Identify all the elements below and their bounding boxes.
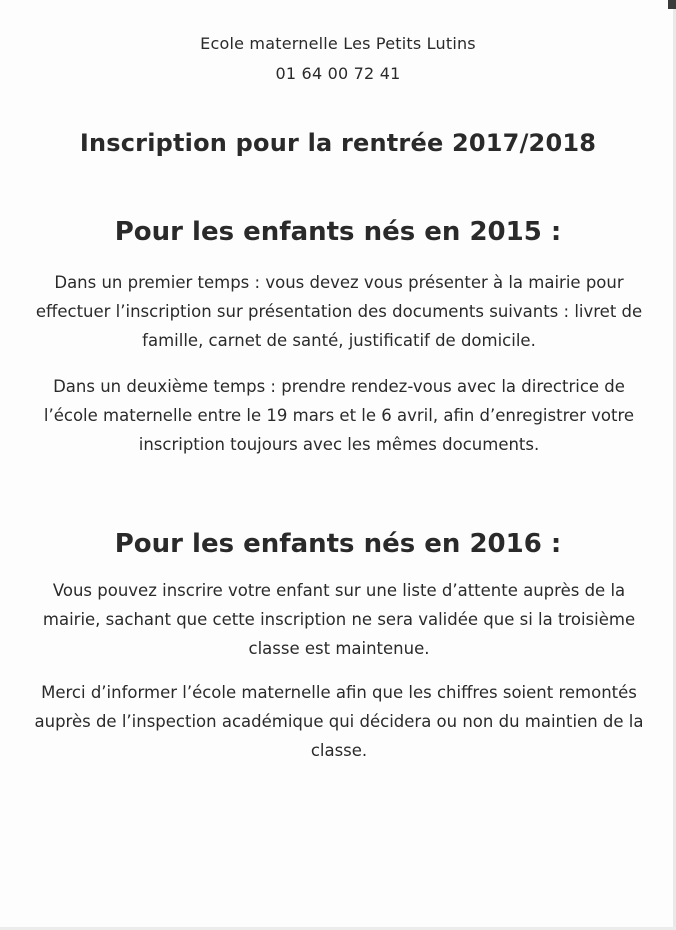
page-title: Inscription pour la rentrée 2017/2018 bbox=[79, 129, 597, 157]
section-2015-paragraph-1: Dans un premier temps : vous devez vous présenter à la mairie pour effectuer l’inscription sur présentation des documents suivants : livret de famille, carnet de santé, justificatif de domicile. bbox=[35, 273, 643, 350]
section-2016-paragraph-1: Vous pouvez inscrire votre enfant sur une liste d’attente auprès de la mairie, sachant que cette inscription ne sera validée que si la troisième classe est maintenue. bbox=[42, 581, 636, 658]
scan-corner-mark bbox=[668, 0, 676, 9]
section-heading-2016: Pour les enfants nés en 2016 : bbox=[114, 529, 562, 559]
school-name: Ecole maternelle Les Petits Lutins bbox=[200, 34, 476, 53]
school-phone: 01 64 00 72 41 bbox=[275, 64, 401, 83]
section-2015-paragraph-2: Dans un deuxième temps : prendre rendez-vous avec la directrice de l’école maternelle entre le 19 mars et le 6 avril, afin d’enregistrer votre inscription toujours avec les mêmes documents. bbox=[43, 377, 635, 454]
section-2016-paragraph-2: Merci d’informer l’école maternelle afin que les chiffres soient remontés auprès de l’inspection académique qui décidera ou non du maintien de la classe. bbox=[34, 683, 644, 760]
section-heading-2015: Pour les enfants nés en 2015 : bbox=[114, 217, 562, 247]
